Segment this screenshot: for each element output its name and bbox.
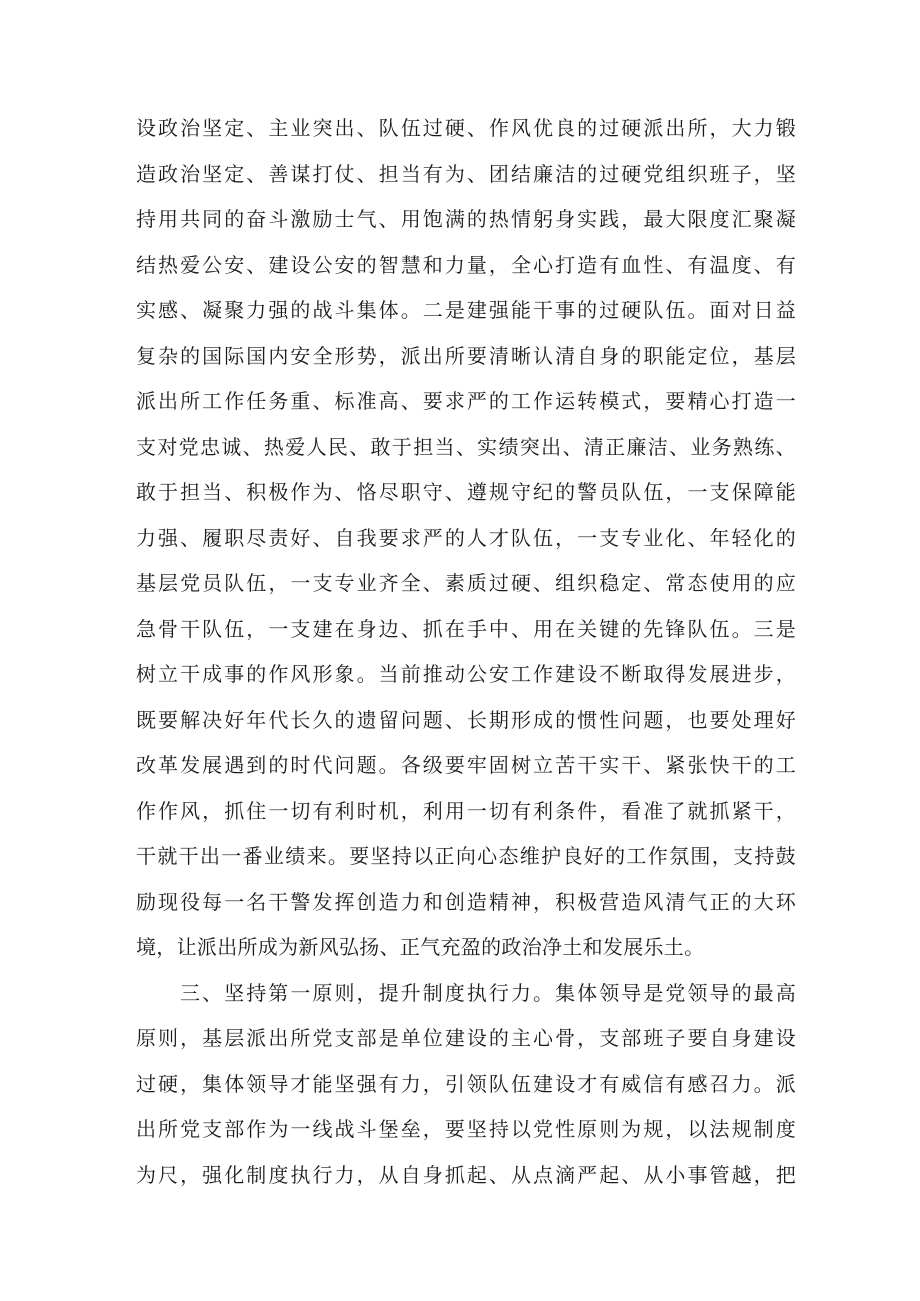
text-line: 敢于担当、积极作为、恪尽职守、遵规守纪的警员队伍，一支保障能 <box>136 480 796 504</box>
text-line: 干就干出一番业绩来。要坚持以正向心态维护良好的工作氛围，支持鼓 <box>136 844 796 868</box>
text-line: 急骨干队伍，一支建在身边、抓在手中、用在关键的先锋队伍。三是 <box>136 616 796 641</box>
text-line: 力强、履职尽责好、自我要求严的人才队伍，一支专业化、年轻化的 <box>136 525 796 550</box>
body-text <box>136 106 796 1198</box>
text-line: 复杂的国际国内安全形势，派出所要清晰认清自身的职能定位，基层 <box>136 343 796 368</box>
text-line: 造政治坚定、善谋打仗、担当有为、团结廉洁的过硬党组织班子，坚 <box>136 161 796 186</box>
text-line: 设政治坚定、主业突出、队伍过硬、作风优良的过硬派出所，大力锻 <box>136 116 796 140</box>
text-line: 改革发展遇到的时代问题。各级要牢固树立苦干实干、紧张快干的工 <box>136 753 796 777</box>
text-line: 基层党员队伍，一支专业齐全、素质过硬、组织稳定、常态使用的应 <box>136 571 796 595</box>
text-line: 原则，基层派出所党支部是单位建设的主心骨，支部班子要自身建设 <box>136 1026 796 1050</box>
text-line: 既要解决好年代长久的遗留问题、长期形成的惯性问题，也要处理好 <box>136 707 796 732</box>
section-heading-line: 三、坚持第一原则，提升制度执行力。集体领导是党领导的最高 <box>180 980 796 1005</box>
text-line: 励现役每一名干警发挥创造力和创造精神，积极营造风清气正的大环 <box>136 889 796 914</box>
text-line: 作作风，抓住一切有利时机，利用一切有利条件，看准了就抓紧干， <box>136 798 796 823</box>
text-line: 支对党忠诚、热爱人民、敢于担当、实绩突出、清正廉洁、业务熟练、 <box>136 434 796 459</box>
text-line: 境，让派出所成为新风弘扬、正气充盈的政治净土和发展乐土。 <box>136 935 705 959</box>
text-line: 树立干成事的作风形象。当前推动公安工作建设不断取得发展进步， <box>136 662 796 686</box>
text-line: 过硬，集体领导才能坚强有力，引领队伍建设才有威信有感召力。派 <box>136 1071 796 1096</box>
text-line: 实感、凝聚力强的战斗集体。二是建强能干事的过硬队伍。面对日益 <box>136 298 796 322</box>
text-line: 派出所工作任务重、标准高、要求严的工作运转模式，要精心打造一 <box>136 389 796 413</box>
text-line: 持用共同的奋斗激励士气、用饱满的热情躬身实践，最大限度汇聚凝 <box>136 207 796 231</box>
text-line: 出所党支部作为一线战斗堡垒，要坚持以党性原则为规，以法规制度 <box>136 1117 796 1141</box>
text-line: 为尺，强化制度执行力，从自身抓起、从点滴严起、从小事管越，把 <box>136 1162 796 1187</box>
text-line: 结热爱公安、建设公安的智慧和力量，全心打造有血性、有温度、有 <box>136 252 796 277</box>
